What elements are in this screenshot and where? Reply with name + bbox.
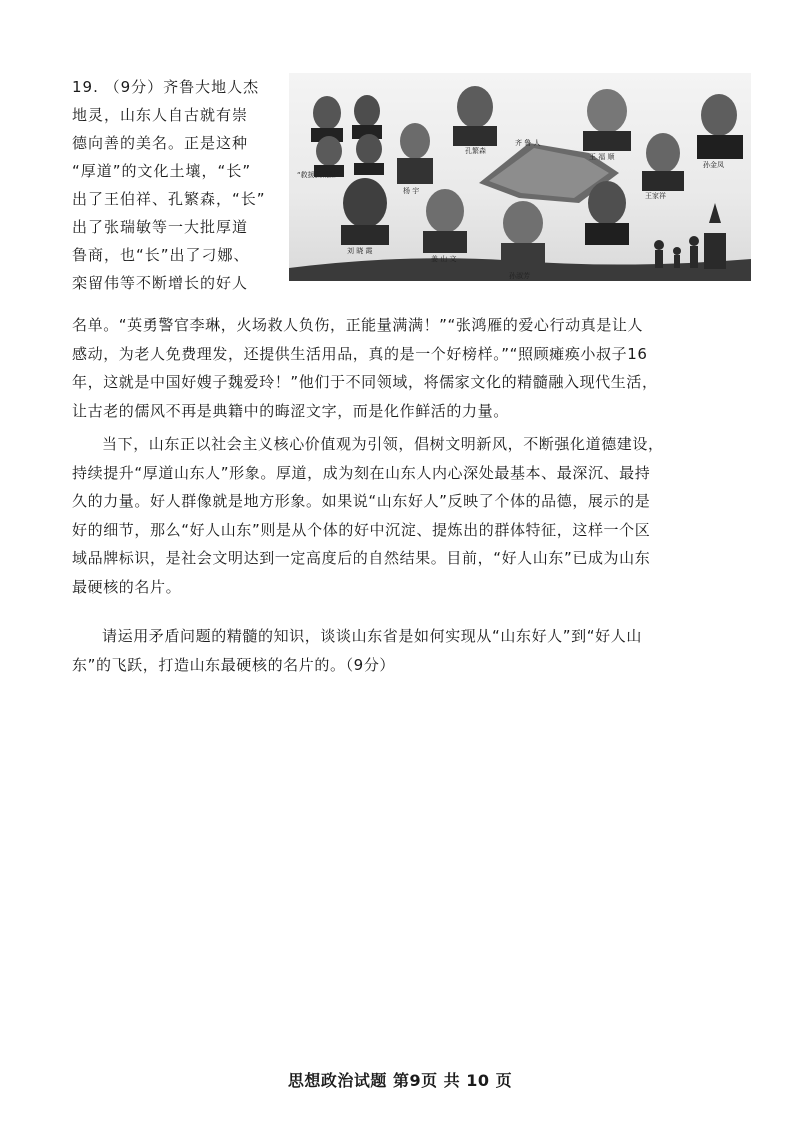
- page-footer: 思想政治试题 第9页 共 10 页: [287, 1071, 513, 1090]
- good-people-collage-image: [289, 73, 751, 281]
- intro-line: 出了张瑞敏等一大批厚道: [72, 218, 249, 236]
- intro-line: 出了王伯祥、孔繁森，“长”: [72, 190, 266, 208]
- label-text: “救援孤城保”: [297, 171, 340, 179]
- text-line: 年，这就是中国好嫂子魏爱玲！”他们于不同领域，将儒家文化的精髓融入现代生活，: [72, 373, 658, 391]
- intro-line: 德向善的美名。正是这种: [72, 134, 249, 152]
- label-text: 杨 宇: [403, 187, 420, 195]
- intro-line: “厚道”的文化土壤，“长”: [72, 162, 252, 180]
- label-text: 孔繁森: [465, 147, 486, 155]
- text-line: 让古老的儒风不再是典籍中的晦涩文字，而是化作鲜活的力量。: [72, 401, 509, 420]
- intro-line: 地灵，山东人自古就有崇: [72, 106, 249, 124]
- text-line: 当下，山东正以社会主义核心价值观为引领，倡树文明新风，不断强化道德建设，: [102, 435, 664, 453]
- label-text: 王 福 顺: [589, 153, 615, 161]
- collage-illustration: [289, 73, 751, 281]
- silhouette-family: [654, 203, 726, 269]
- paragraph-2: [72, 430, 750, 601]
- text-line: 最硬核的名片。: [72, 577, 182, 596]
- text-line: 名单。“英勇警官李琳，火场救人负伤，正能量满满！”“张鸿雁的爱心行动真是让人: [72, 316, 644, 334]
- text-line: 域品牌标识，是社会文明达到一定高度后的自然结果。目前，“好人山东”已成为山东: [72, 549, 651, 567]
- text-line: 感动，为老人免费理发，还提供生活用品，真的是一个好榜样。”“照顾瘫痪小叔子16: [72, 344, 648, 363]
- label-text: 姜 山 文: [431, 255, 457, 263]
- text-line: 请运用矛盾问题的精髓的知识，谈谈山东省是如何实现从“山东好人”到“好人山: [102, 627, 642, 645]
- text-line: 东”的飞跃，打造山东最硬核的名片的。（9分）: [72, 655, 396, 674]
- text-line: 好的细节，那么“好人山东”则是从个体的好中沉淀、提炼出的群体特征，这样一个区: [72, 520, 651, 539]
- text-line: 久的力量。好人群像就是地方形象。如果说“山东好人”反映了个体的品德，展示的是: [72, 492, 651, 510]
- question-prompt: [72, 622, 750, 679]
- text-line: 持续提升“厚道山东人”形象。厚道，成为刻在山东人内心深处最基本、最深沉、最持: [72, 463, 651, 482]
- label-text: 孙淑芳: [509, 272, 530, 280]
- paragraph-1: [72, 311, 750, 425]
- intro-line: 19. （9分）齐鲁大地人杰: [72, 78, 260, 96]
- label-text: 孙金凤: [703, 161, 724, 169]
- intro-line: 鲁商，也“长”出了刁娜、: [72, 246, 250, 264]
- label-text: 王家祥: [645, 192, 666, 200]
- label-text: 刘 晓 霞: [347, 247, 373, 255]
- intro-line: 栾留伟等不断增长的好人: [72, 274, 249, 292]
- label-text: 齐 鲁 人: [515, 139, 541, 147]
